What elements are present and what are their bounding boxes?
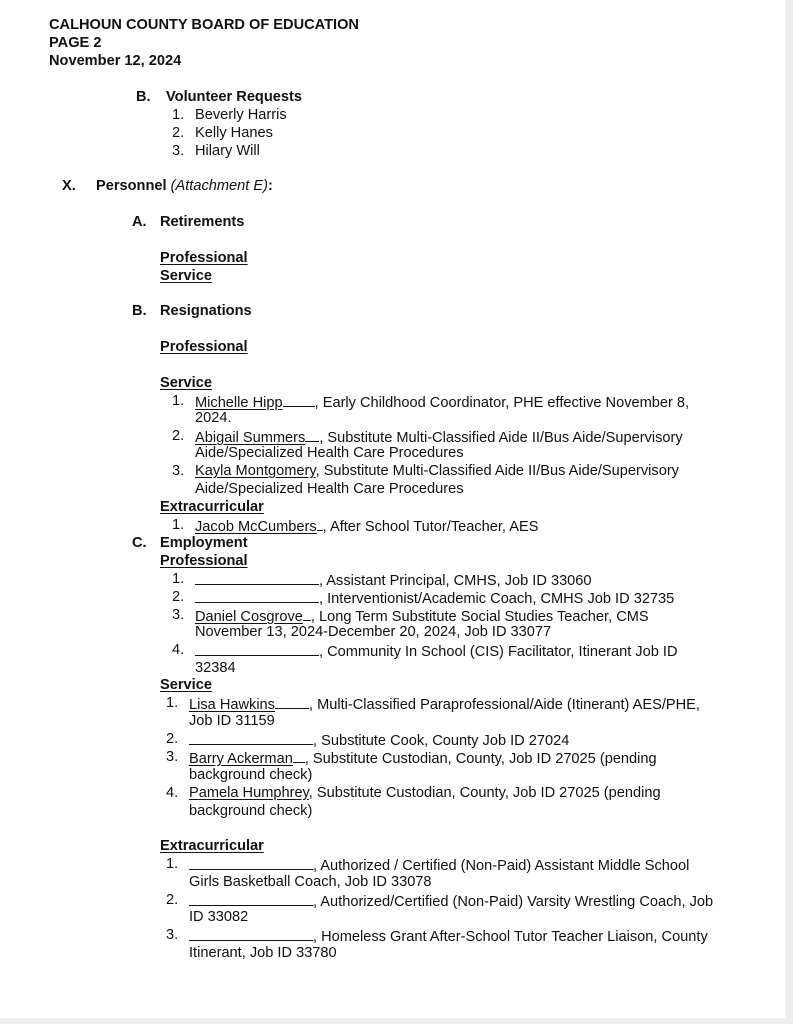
position-text-continued: Job ID 31159: [189, 713, 275, 729]
staff-name: Jacob McCumbers: [195, 519, 317, 535]
volunteer-heading: Volunteer Requests: [166, 89, 302, 105]
list-number: 1.: [172, 107, 185, 123]
employment-professional-heading: Professional: [160, 553, 248, 569]
blank-line: [195, 589, 319, 603]
blank-line: [305, 428, 319, 442]
meeting-date: November 12, 2024: [49, 53, 182, 69]
position-text: , Substitute Multi-Classified Aide II/Bus Aide/Supervisory: [319, 430, 683, 446]
list-number: 3.: [172, 607, 185, 623]
volunteer-name: Hilary Will: [195, 143, 260, 159]
position-text-continued: 32384: [195, 660, 236, 676]
list-item: [195, 517, 538, 537]
list-item: [195, 393, 689, 413]
resignations-professional-heading: Professional: [160, 339, 248, 355]
position-text-continued: 2024.: [195, 410, 232, 426]
staff-name: Daniel Cosgrove: [195, 609, 303, 625]
staff-name: Barry Ackerman: [189, 751, 293, 767]
list-number: 3.: [172, 463, 185, 479]
blank-line: [303, 607, 311, 621]
list-number: 2.: [172, 125, 185, 141]
employment-service-heading: Service: [160, 677, 212, 693]
attachment-reference: (Attachment E): [170, 178, 268, 194]
blank-line: [189, 856, 313, 870]
position-text-continued: Itinerant, Job ID 33780: [189, 945, 337, 961]
position-text: , Authorized / Certified (Non-Paid) Assistant Middle School: [313, 858, 690, 874]
list-item: [195, 589, 674, 609]
blank-line: [189, 892, 313, 906]
blank-line: [293, 749, 305, 763]
list-number: 1.: [172, 517, 185, 533]
position-text-continued: background check): [189, 803, 313, 819]
list-number: 2.: [172, 589, 185, 605]
list-item: [189, 856, 689, 876]
list-number: 4.: [166, 785, 179, 801]
personnel-title: Personnel: [96, 178, 167, 194]
list-number: 1.: [172, 571, 185, 587]
staff-name: Michelle Hipp: [195, 395, 283, 411]
list-number: 2.: [172, 428, 185, 444]
resignations-extracurricular-heading: Extracurricular: [160, 499, 264, 515]
personnel-marker: X.: [62, 178, 76, 194]
position-text-continued: November 13, 2024-December 20, 2024, Job ID 33077: [195, 624, 552, 640]
position-text-continued: Girls Basketball Coach, Job ID 33078: [189, 874, 432, 890]
position-text-continued: Aide/Specialized Health Care Procedures: [195, 445, 464, 461]
position-text: , Community In School (CIS) Facilitator, Itinerant Job ID: [319, 644, 678, 660]
list-item: [189, 731, 569, 751]
position-text-continued: background check): [189, 767, 313, 783]
list-item: [189, 749, 657, 769]
position-text-continued: ID 33082: [189, 909, 249, 925]
employment-heading: Employment: [160, 535, 248, 551]
staff-name: Lisa Hawkins: [189, 697, 275, 713]
staff-name: Kayla Montgomery: [195, 463, 316, 479]
position-text: , After School Tutor/Teacher, AES: [322, 519, 539, 535]
list-item: [189, 892, 713, 912]
retirements-marker: A.: [132, 214, 147, 230]
position-text: , Assistant Principal, CMHS, Job ID 33060: [319, 573, 592, 589]
list-item: [189, 927, 708, 947]
employment-extracurricular-heading: Extracurricular: [160, 838, 264, 854]
list-item: [195, 571, 592, 591]
blank-line: [195, 642, 319, 656]
staff-name: Pamela Humphrey: [189, 785, 309, 801]
retirements-service-heading: Service: [160, 268, 212, 284]
resignations-heading: Resignations: [160, 303, 252, 319]
list-number: 3.: [166, 927, 179, 943]
list-number: 1.: [172, 393, 185, 409]
list-number: 1.: [166, 695, 179, 711]
list-item: [195, 463, 679, 481]
blank-line: [189, 927, 313, 941]
board-title: CALHOUN COUNTY BOARD OF EDUCATION: [49, 17, 359, 33]
list-number: 3.: [166, 749, 179, 765]
blank-line: [195, 571, 319, 585]
employment-marker: C.: [132, 535, 147, 551]
list-number: 2.: [166, 731, 179, 747]
position-text: , Multi-Classified Paraprofessional/Aide (Itinerant) AES/PHE,: [308, 697, 700, 713]
retirements-heading: Retirements: [160, 214, 245, 230]
position-text: , Early Childhood Coordinator, PHE effective November 8,: [314, 395, 690, 411]
volunteer-marker: B.: [136, 89, 151, 105]
volunteer-name: Kelly Hanes: [195, 125, 273, 141]
blank-line: [189, 731, 313, 745]
list-number: 4.: [172, 642, 185, 658]
list-number: 3.: [172, 143, 185, 159]
page-number: PAGE 2: [49, 35, 102, 51]
blank-line: [275, 695, 309, 709]
list-item: [189, 695, 700, 715]
staff-name: Abigail Summers: [195, 430, 306, 446]
retirements-professional-heading: Professional: [160, 250, 248, 266]
position-text: , Homeless Grant After-School Tutor Teacher Liaison, County: [313, 929, 708, 945]
position-text: , Substitute Custodian, County, Job ID 27025 (pending: [308, 785, 661, 801]
position-text: , Substitute Cook, County Job ID 27024: [313, 733, 570, 749]
position-text: , Interventionist/Academic Coach, CMHS Job ID 32735: [319, 591, 675, 607]
list-number: 2.: [166, 892, 179, 908]
list-item: [195, 642, 678, 662]
position-text-continued: Aide/Specialized Health Care Procedures: [195, 481, 464, 497]
position-text: , Substitute Multi-Classified Aide II/Bus Aide/Supervisory: [315, 463, 679, 479]
resignations-marker: B.: [132, 303, 147, 319]
position-text: , Long Term Substitute Social Studies Teacher, CMS: [310, 609, 649, 625]
volunteer-name: Beverly Harris: [195, 107, 287, 123]
list-item: [189, 785, 661, 803]
position-text: , Substitute Custodian, County, Job ID 27025 (pending: [304, 751, 657, 767]
personnel-heading: [96, 178, 273, 196]
resignations-service-heading: Service: [160, 375, 212, 391]
position-text: , Authorized/Certified (Non-Paid) Varsity Wrestling Coach, Job: [313, 894, 714, 910]
list-number: 1.: [166, 856, 179, 872]
personnel-colon: :: [267, 178, 273, 194]
blank-line: [283, 393, 315, 407]
